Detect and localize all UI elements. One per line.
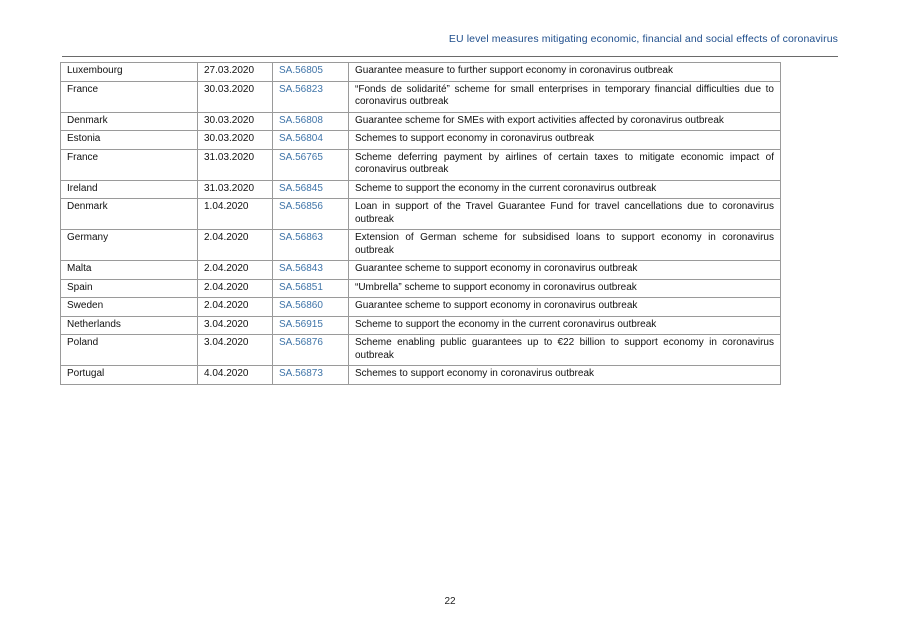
table-row bbox=[61, 112, 781, 131]
case-number-link[interactable]: SA.56863 bbox=[273, 230, 349, 261]
case-number-link[interactable]: SA.56823 bbox=[273, 81, 349, 112]
date-cell: 27.03.2020 bbox=[198, 63, 273, 82]
case-number-link[interactable]: SA.56851 bbox=[273, 279, 349, 298]
table-row bbox=[61, 335, 781, 366]
date-cell: 1.04.2020 bbox=[198, 199, 273, 230]
measure-title-cell: “Fonds de solidarité” scheme for small enterprises in temporary financial difficulties due to coronavirus outbreak bbox=[349, 81, 781, 112]
country-cell: Germany bbox=[61, 230, 198, 261]
country-cell: Luxembourg bbox=[61, 63, 198, 82]
case-number-link[interactable]: SA.56856 bbox=[273, 199, 349, 230]
case-number-link[interactable]: SA.56873 bbox=[273, 366, 349, 385]
table-row bbox=[61, 131, 781, 150]
header-divider bbox=[62, 56, 838, 57]
case-number-link[interactable]: SA.56845 bbox=[273, 180, 349, 199]
country-cell: Denmark bbox=[61, 199, 198, 230]
date-cell: 31.03.2020 bbox=[198, 149, 273, 180]
date-cell: 2.04.2020 bbox=[198, 261, 273, 280]
case-number-link[interactable]: SA.56915 bbox=[273, 316, 349, 335]
table-row bbox=[61, 279, 781, 298]
measure-title-cell: Schemes to support economy in coronavirus outbreak bbox=[349, 366, 781, 385]
case-number-link[interactable]: SA.56860 bbox=[273, 298, 349, 317]
case-number-link[interactable]: SA.56805 bbox=[273, 63, 349, 82]
case-number-link[interactable]: SA.56804 bbox=[273, 131, 349, 150]
date-cell: 2.04.2020 bbox=[198, 230, 273, 261]
measure-title-cell: Scheme to support the economy in the current coronavirus outbreak bbox=[349, 180, 781, 199]
country-cell: Poland bbox=[61, 335, 198, 366]
country-cell: Denmark bbox=[61, 112, 198, 131]
date-cell: 3.04.2020 bbox=[198, 316, 273, 335]
date-cell: 30.03.2020 bbox=[198, 112, 273, 131]
measure-title-cell: Guarantee measure to further support economy in coronavirus outbreak bbox=[349, 63, 781, 82]
running-header-title: EU level measures mitigating economic, financial and social effects of coronavirus bbox=[448, 33, 838, 45]
measure-title-cell: Guarantee scheme for SMEs with export activities affected by coronavirus outbreak bbox=[349, 112, 781, 131]
date-cell: 4.04.2020 bbox=[198, 366, 273, 385]
country-cell: Spain bbox=[61, 279, 198, 298]
case-number-link[interactable]: SA.56808 bbox=[273, 112, 349, 131]
table-row bbox=[61, 63, 781, 82]
measure-title-cell: Extension of German scheme for subsidised loans to support economy in coronavirus outbreak bbox=[349, 230, 781, 261]
measure-title-cell: Scheme to support the economy in the current coronavirus outbreak bbox=[349, 316, 781, 335]
date-cell: 30.03.2020 bbox=[198, 81, 273, 112]
measure-title-cell: Guarantee scheme to support economy in coronavirus outbreak bbox=[349, 298, 781, 317]
measure-title-cell: Scheme deferring payment by airlines of certain taxes to mitigate economic impact of coronavirus outbreak bbox=[349, 149, 781, 180]
date-cell: 2.04.2020 bbox=[198, 298, 273, 317]
state-aid-measures-table bbox=[60, 62, 781, 385]
table-row bbox=[61, 298, 781, 317]
measure-title-cell: “Umbrella” scheme to support economy in coronavirus outbreak bbox=[349, 279, 781, 298]
case-number-link[interactable]: SA.56843 bbox=[273, 261, 349, 280]
country-cell: France bbox=[61, 149, 198, 180]
case-number-link[interactable]: SA.56876 bbox=[273, 335, 349, 366]
date-cell: 31.03.2020 bbox=[198, 180, 273, 199]
table-row bbox=[61, 180, 781, 199]
measure-title-cell: Schemes to support economy in coronavirus outbreak bbox=[349, 131, 781, 150]
table-row bbox=[61, 199, 781, 230]
table-row bbox=[61, 81, 781, 112]
country-cell: Ireland bbox=[61, 180, 198, 199]
table-row bbox=[61, 261, 781, 280]
country-cell: France bbox=[61, 81, 198, 112]
table-row bbox=[61, 230, 781, 261]
measure-title-cell: Scheme enabling public guarantees up to €22 billion to support economy in coronavirus outbreak bbox=[349, 335, 781, 366]
country-cell: Malta bbox=[61, 261, 198, 280]
table-body bbox=[61, 63, 781, 385]
country-cell: Portugal bbox=[61, 366, 198, 385]
country-cell: Netherlands bbox=[61, 316, 198, 335]
measure-title-cell: Guarantee scheme to support economy in coronavirus outbreak bbox=[349, 261, 781, 280]
case-number-link[interactable]: SA.56765 bbox=[273, 149, 349, 180]
country-cell: Sweden bbox=[61, 298, 198, 317]
country-cell: Estonia bbox=[61, 131, 198, 150]
measure-title-cell: Loan in support of the Travel Guarantee Fund for travel cancellations due to coronavirus outbreak bbox=[349, 199, 781, 230]
date-cell: 30.03.2020 bbox=[198, 131, 273, 150]
date-cell: 2.04.2020 bbox=[198, 279, 273, 298]
table-row bbox=[61, 316, 781, 335]
date-cell: 3.04.2020 bbox=[198, 335, 273, 366]
page-number: 22 bbox=[444, 596, 456, 607]
table-row bbox=[61, 366, 781, 385]
table-row bbox=[61, 149, 781, 180]
